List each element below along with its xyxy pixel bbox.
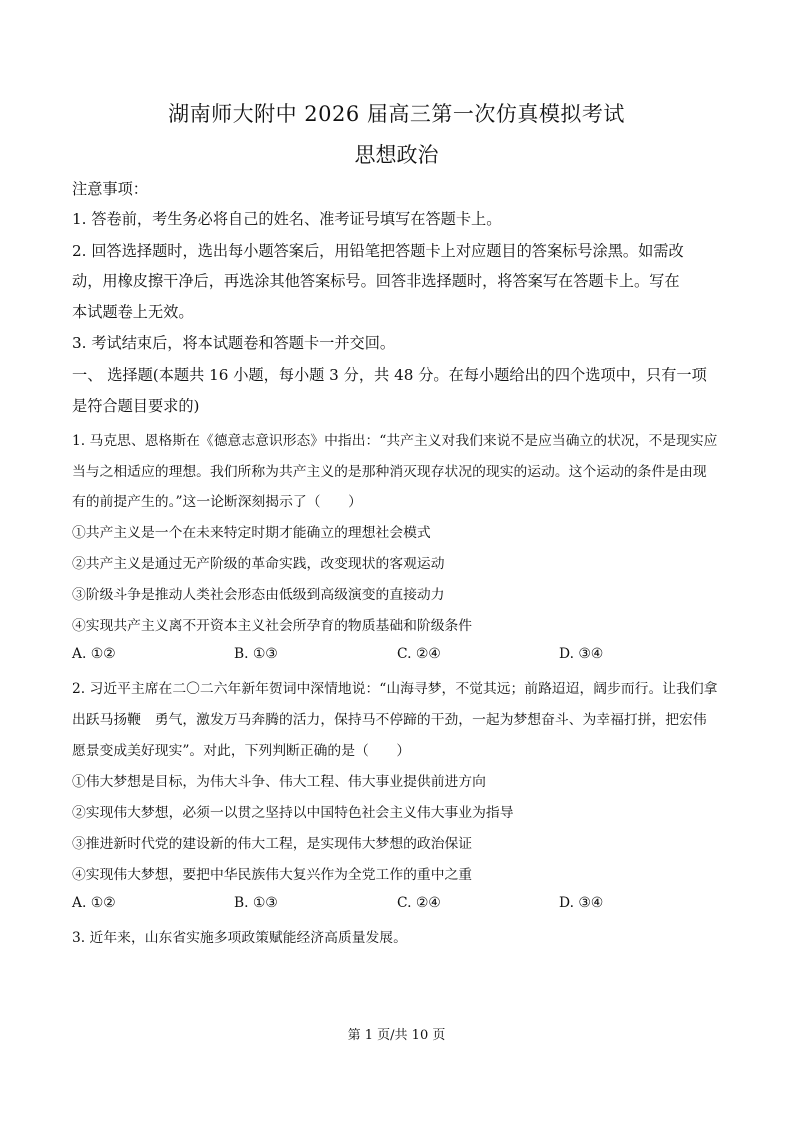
question-stem: 出跃马扬鞭 勇气，激发万马奔腾的活力，保持马不停蹄的干劲，一起为梦想奋斗、为幸福打拼，把宏伟 xyxy=(72,712,707,728)
question-statement: ③阶级斗争是推动人类社会形态由低级到高级演变的直接动力 xyxy=(72,587,445,603)
question-statement: ④实现共产主义离不开资本主义社会所孕育的物质基础和阶级条件 xyxy=(72,618,473,634)
question-statement: ③推进新时代党的建设新的伟大工程，是实现伟大梦想的政治保证 xyxy=(72,836,473,852)
subject-title: 思想政治 xyxy=(354,143,439,167)
notice-item: 1. 答卷前，考生务必将自己的姓名、准考证号填写在答题卡上。 xyxy=(72,210,502,228)
option-a: A. ①② xyxy=(72,646,116,662)
option-d: D. ③④ xyxy=(559,646,604,662)
notice-item: 2. 回答选择题时，选出每小题答案后，用铅笔把答题卡上对应题目的答案标号涂黑。如需改 xyxy=(72,242,684,260)
question-statement: ①伟大梦想是目标，为伟大斗争、伟大工程、伟大事业提供前进方向 xyxy=(72,774,486,790)
notice-heading: 注意事项： xyxy=(72,180,148,198)
question-stem: 当与之相适应的理想。我们所称为共产主义的是那种消灭现存状况的现实的运动。这个运动的条件是由现 xyxy=(72,464,707,480)
section-heading: 一、 选择题(本题共 16 小题，每小题 3 分，共 48 分。在每小题给出的四个选项中，只有一项 xyxy=(72,366,707,384)
answer-options xyxy=(72,895,724,915)
option-d: D. ③④ xyxy=(559,895,604,911)
option-c: C. ②④ xyxy=(397,646,441,662)
question-statement: ①共产主义是一个在未来特定时期才能确立的理想社会模式 xyxy=(72,525,431,541)
question-stem: 3. 近年来，山东省实施多项政策赋能经济高质量发展。 xyxy=(72,930,407,946)
page-number: 第 1 页/共 10 页 xyxy=(347,1028,446,1043)
option-b: B. ①③ xyxy=(234,646,278,662)
notice-item: 本试题卷上无效。 xyxy=(72,303,194,321)
question-stem: 2. 习近平主席在二〇二六年新年贺词中深情地说：“山海寻梦，不觉其远；前路迢迢，阔步而行。让我们拿 xyxy=(72,681,718,697)
question-stem: 有的前提产生的。”这一论断深刻揭示了（ ） xyxy=(72,494,362,510)
notice-item: 动，用橡皮擦干净后，再选涂其他答案标号。回答非选择题时，将答案写在答题卡上。写在 xyxy=(72,272,680,290)
question-stem: 愿景变成美好现实”。对此，下列判断正确的是（ ） xyxy=(72,743,411,759)
notice-item: 3. 考试结束后，将本试题卷和答题卡一并交回。 xyxy=(72,334,396,352)
question-statement: ②实现伟大梦想，必须一以贯之坚持以中国特色社会主义伟大事业为指导 xyxy=(72,805,514,821)
section-heading: 是符合题目要求的) xyxy=(72,397,200,415)
answer-options xyxy=(72,646,724,666)
question-stem: 1. 马克思、恩格斯在《德意志意识形态》中指出：“共产主义对我们来说不是应当确立的状况，不是现实应 xyxy=(72,433,718,449)
question-statement: ④实现伟大梦想，要把中华民族伟大复兴作为全党工作的重中之重 xyxy=(72,867,473,883)
question-statement: ②共产主义是通过无产阶级的革命实践，改变现状的客观运动 xyxy=(72,556,445,572)
exam-title: 湖南师大附中 2026 届高三第一次仿真模拟考试 xyxy=(168,102,625,126)
option-c: C. ②④ xyxy=(397,895,441,911)
option-b: B. ①③ xyxy=(234,895,278,911)
option-a: A. ①② xyxy=(72,895,116,911)
